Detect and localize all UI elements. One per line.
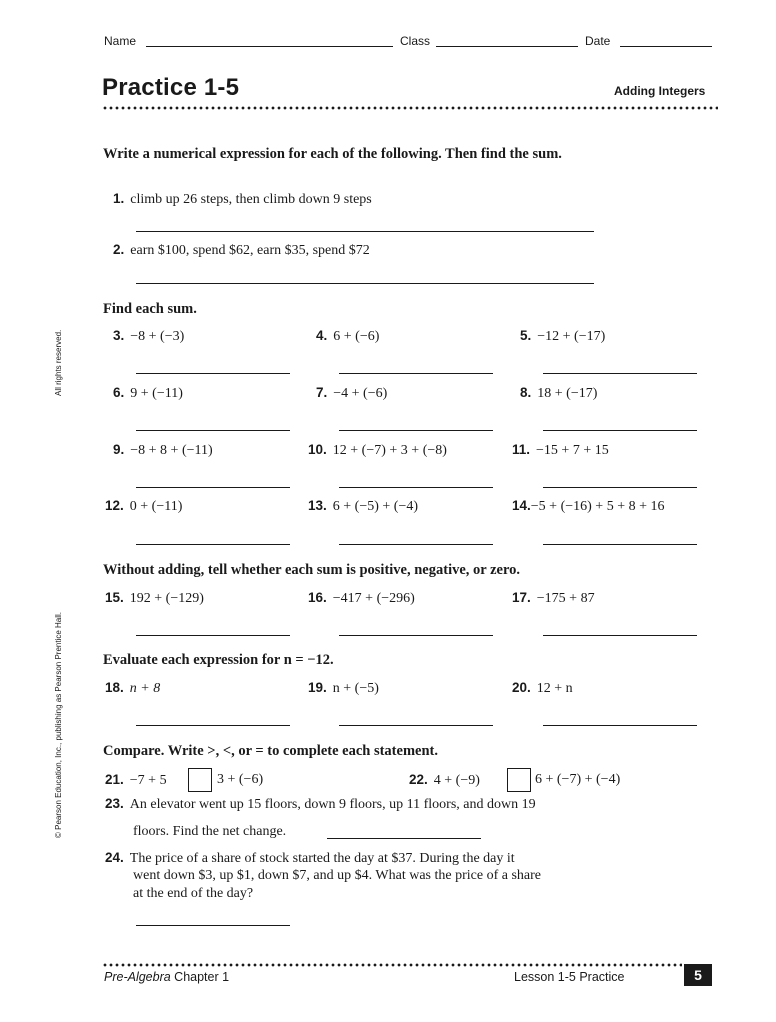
problem-number: 3. [113, 328, 125, 343]
problem-18 [105, 680, 160, 697]
answer-line-19[interactable] [339, 725, 493, 726]
answer-line-23[interactable] [327, 838, 481, 839]
problem-text: earn $100, spend $62, earn $35, spend $72 [130, 243, 370, 258]
answer-line-16[interactable] [339, 635, 493, 636]
section-instructions-1: Write a numerical expression for each of the following. Then find the sum. [103, 146, 562, 162]
problem-number: 17. [512, 590, 531, 605]
section-instructions-4: Evaluate each expression for n = −12. [103, 652, 334, 668]
answer-line-1[interactable] [136, 231, 594, 232]
problem-number: 8. [520, 385, 532, 400]
problem-text: 6 + (−6) [333, 329, 380, 344]
problem-number: 2. [113, 242, 125, 257]
problem-4 [316, 328, 379, 345]
answer-line-13[interactable] [339, 544, 493, 545]
problem-text: 0 + (−11) [129, 499, 183, 514]
problem-text: 18 + (−17) [537, 386, 598, 401]
compare-box-22[interactable] [507, 768, 531, 792]
problem-2 [113, 242, 370, 259]
problem-15 [105, 590, 204, 607]
section-instructions-2: Find each sum. [103, 301, 197, 317]
problem-text: −5 + (−16) + 5 + 8 + 16 [530, 499, 665, 514]
problem-7 [316, 385, 387, 402]
date-field[interactable] [620, 46, 712, 47]
answer-line-9[interactable] [136, 487, 290, 488]
answer-line-8[interactable] [543, 430, 697, 431]
answer-line-10[interactable] [339, 487, 493, 488]
problem-number: 14. [512, 498, 531, 513]
answer-line-24[interactable] [136, 925, 290, 926]
problem-text: 6 + (−5) + (−4) [332, 499, 419, 514]
problem-text: −175 + 87 [536, 591, 595, 606]
page-subtitle: Adding Integers [614, 84, 706, 98]
problem-21-right: 3 + (−6) [217, 772, 264, 787]
answer-line-14[interactable] [543, 544, 697, 545]
section-instructions-3: Without adding, tell whether each sum is positive, negative, or zero. [103, 562, 521, 578]
problem-10 [308, 442, 447, 459]
footer-book [104, 970, 229, 984]
problem-number: 10. [308, 442, 327, 457]
problem-number: 19. [308, 680, 327, 695]
dotted-rule-bottom [102, 963, 682, 967]
answer-line-3[interactable] [136, 373, 290, 374]
footer-book-italic: Pre-Algebra [104, 970, 171, 984]
problem-text: 12 + (−7) + 3 + (−8) [332, 443, 447, 458]
section-instructions-5: Compare. Write >, <, or = to complete each statement. [103, 743, 438, 759]
side-copyright-text: © Pearson Education, Inc., publishing as Pearson Prentice Hall. [54, 611, 63, 838]
side-rights-text: All rights reserved. [54, 329, 63, 396]
answer-line-11[interactable] [543, 487, 697, 488]
compare-box-21[interactable] [188, 768, 212, 792]
problem-number: 21. [105, 772, 124, 787]
problem-number: 5. [520, 328, 532, 343]
problem-8 [520, 385, 597, 402]
problem-text: 192 + (−129) [129, 591, 204, 606]
problem-24-line2: went down $3, up $1, down $7, and up $4. What was the price of a share [133, 868, 541, 883]
problem-number: 12. [105, 498, 124, 513]
problem-number: 24. [105, 850, 124, 865]
problem-23-line2: floors. Find the net change. [133, 824, 287, 839]
problem-text: −8 + 8 + (−11) [130, 443, 213, 458]
problem-text: 12 + n [536, 681, 573, 696]
answer-line-17[interactable] [543, 635, 697, 636]
date-label: Date [585, 34, 611, 48]
problem-number: 9. [113, 442, 125, 457]
answer-line-20[interactable] [543, 725, 697, 726]
answer-line-2[interactable] [136, 283, 594, 284]
problem-text: 9 + (−11) [130, 386, 183, 401]
problem-number: 16. [308, 590, 327, 605]
answer-line-15[interactable] [136, 635, 290, 636]
problem-text: −417 + (−296) [332, 591, 415, 606]
problem-number: 15. [105, 590, 124, 605]
problem-text: −8 + (−3) [130, 329, 185, 344]
answer-line-18[interactable] [136, 725, 290, 726]
answer-line-4[interactable] [339, 373, 493, 374]
problem-text: climb up 26 steps, then climb down 9 steps [130, 192, 372, 207]
class-label: Class [400, 34, 431, 48]
problem-text: An elevator went up 15 floors, down 9 floors, up 11 floors, and down 19 [129, 797, 536, 812]
problem-22 [409, 772, 480, 789]
page-title: Practice 1-5 [102, 74, 240, 101]
problem-1 [113, 191, 372, 208]
problem-number: 7. [316, 385, 328, 400]
answer-line-6[interactable] [136, 430, 290, 431]
footer-lesson: Lesson 1-5 Practice [514, 970, 625, 984]
footer-book-rest: Chapter 1 [170, 970, 230, 984]
problem-9 [113, 442, 213, 459]
answer-line-12[interactable] [136, 544, 290, 545]
problem-17 [512, 590, 595, 607]
problem-text: n + (−5) [332, 681, 379, 696]
name-label: Name [104, 34, 137, 48]
problem-16 [308, 590, 415, 607]
problem-text: n + 8 [129, 681, 161, 696]
problem-3 [113, 328, 184, 345]
problem-number: 1. [113, 191, 125, 206]
answer-line-7[interactable] [339, 430, 493, 431]
problem-number: 6. [113, 385, 125, 400]
problem-14 [512, 498, 664, 515]
class-field[interactable] [436, 46, 578, 47]
problem-number: 23. [105, 796, 124, 811]
problem-text: −12 + (−17) [537, 329, 606, 344]
problem-23 [105, 796, 536, 813]
problem-11 [512, 442, 609, 459]
problem-number: 4. [316, 328, 328, 343]
problem-24 [105, 850, 515, 867]
problem-12 [105, 498, 182, 515]
problem-number: 13. [308, 498, 327, 513]
answer-line-5[interactable] [543, 373, 697, 374]
problem-19 [308, 680, 379, 697]
problem-13 [308, 498, 418, 515]
dotted-rule-top [102, 106, 718, 110]
problem-20 [512, 680, 573, 697]
problem-number: 11. [512, 442, 531, 457]
problem-left-expression: −7 + 5 [129, 773, 167, 788]
problem-text: −4 + (−6) [333, 386, 388, 401]
problem-22-right: 6 + (−7) + (−4) [535, 772, 621, 787]
problem-number: 22. [409, 772, 428, 787]
name-field[interactable] [146, 46, 393, 47]
problem-5 [520, 328, 605, 345]
page-number: 5 [684, 964, 712, 986]
problem-21 [105, 772, 167, 789]
problem-number: 18. [105, 680, 124, 695]
problem-text: The price of a share of stock started the day at $37. During the day it [129, 851, 515, 866]
problem-text: −15 + 7 + 15 [536, 443, 609, 458]
problem-6 [113, 385, 183, 402]
problem-24-line3: at the end of the day? [133, 886, 254, 901]
problem-number: 20. [512, 680, 531, 695]
problem-left-expression: 4 + (−9) [433, 773, 480, 788]
